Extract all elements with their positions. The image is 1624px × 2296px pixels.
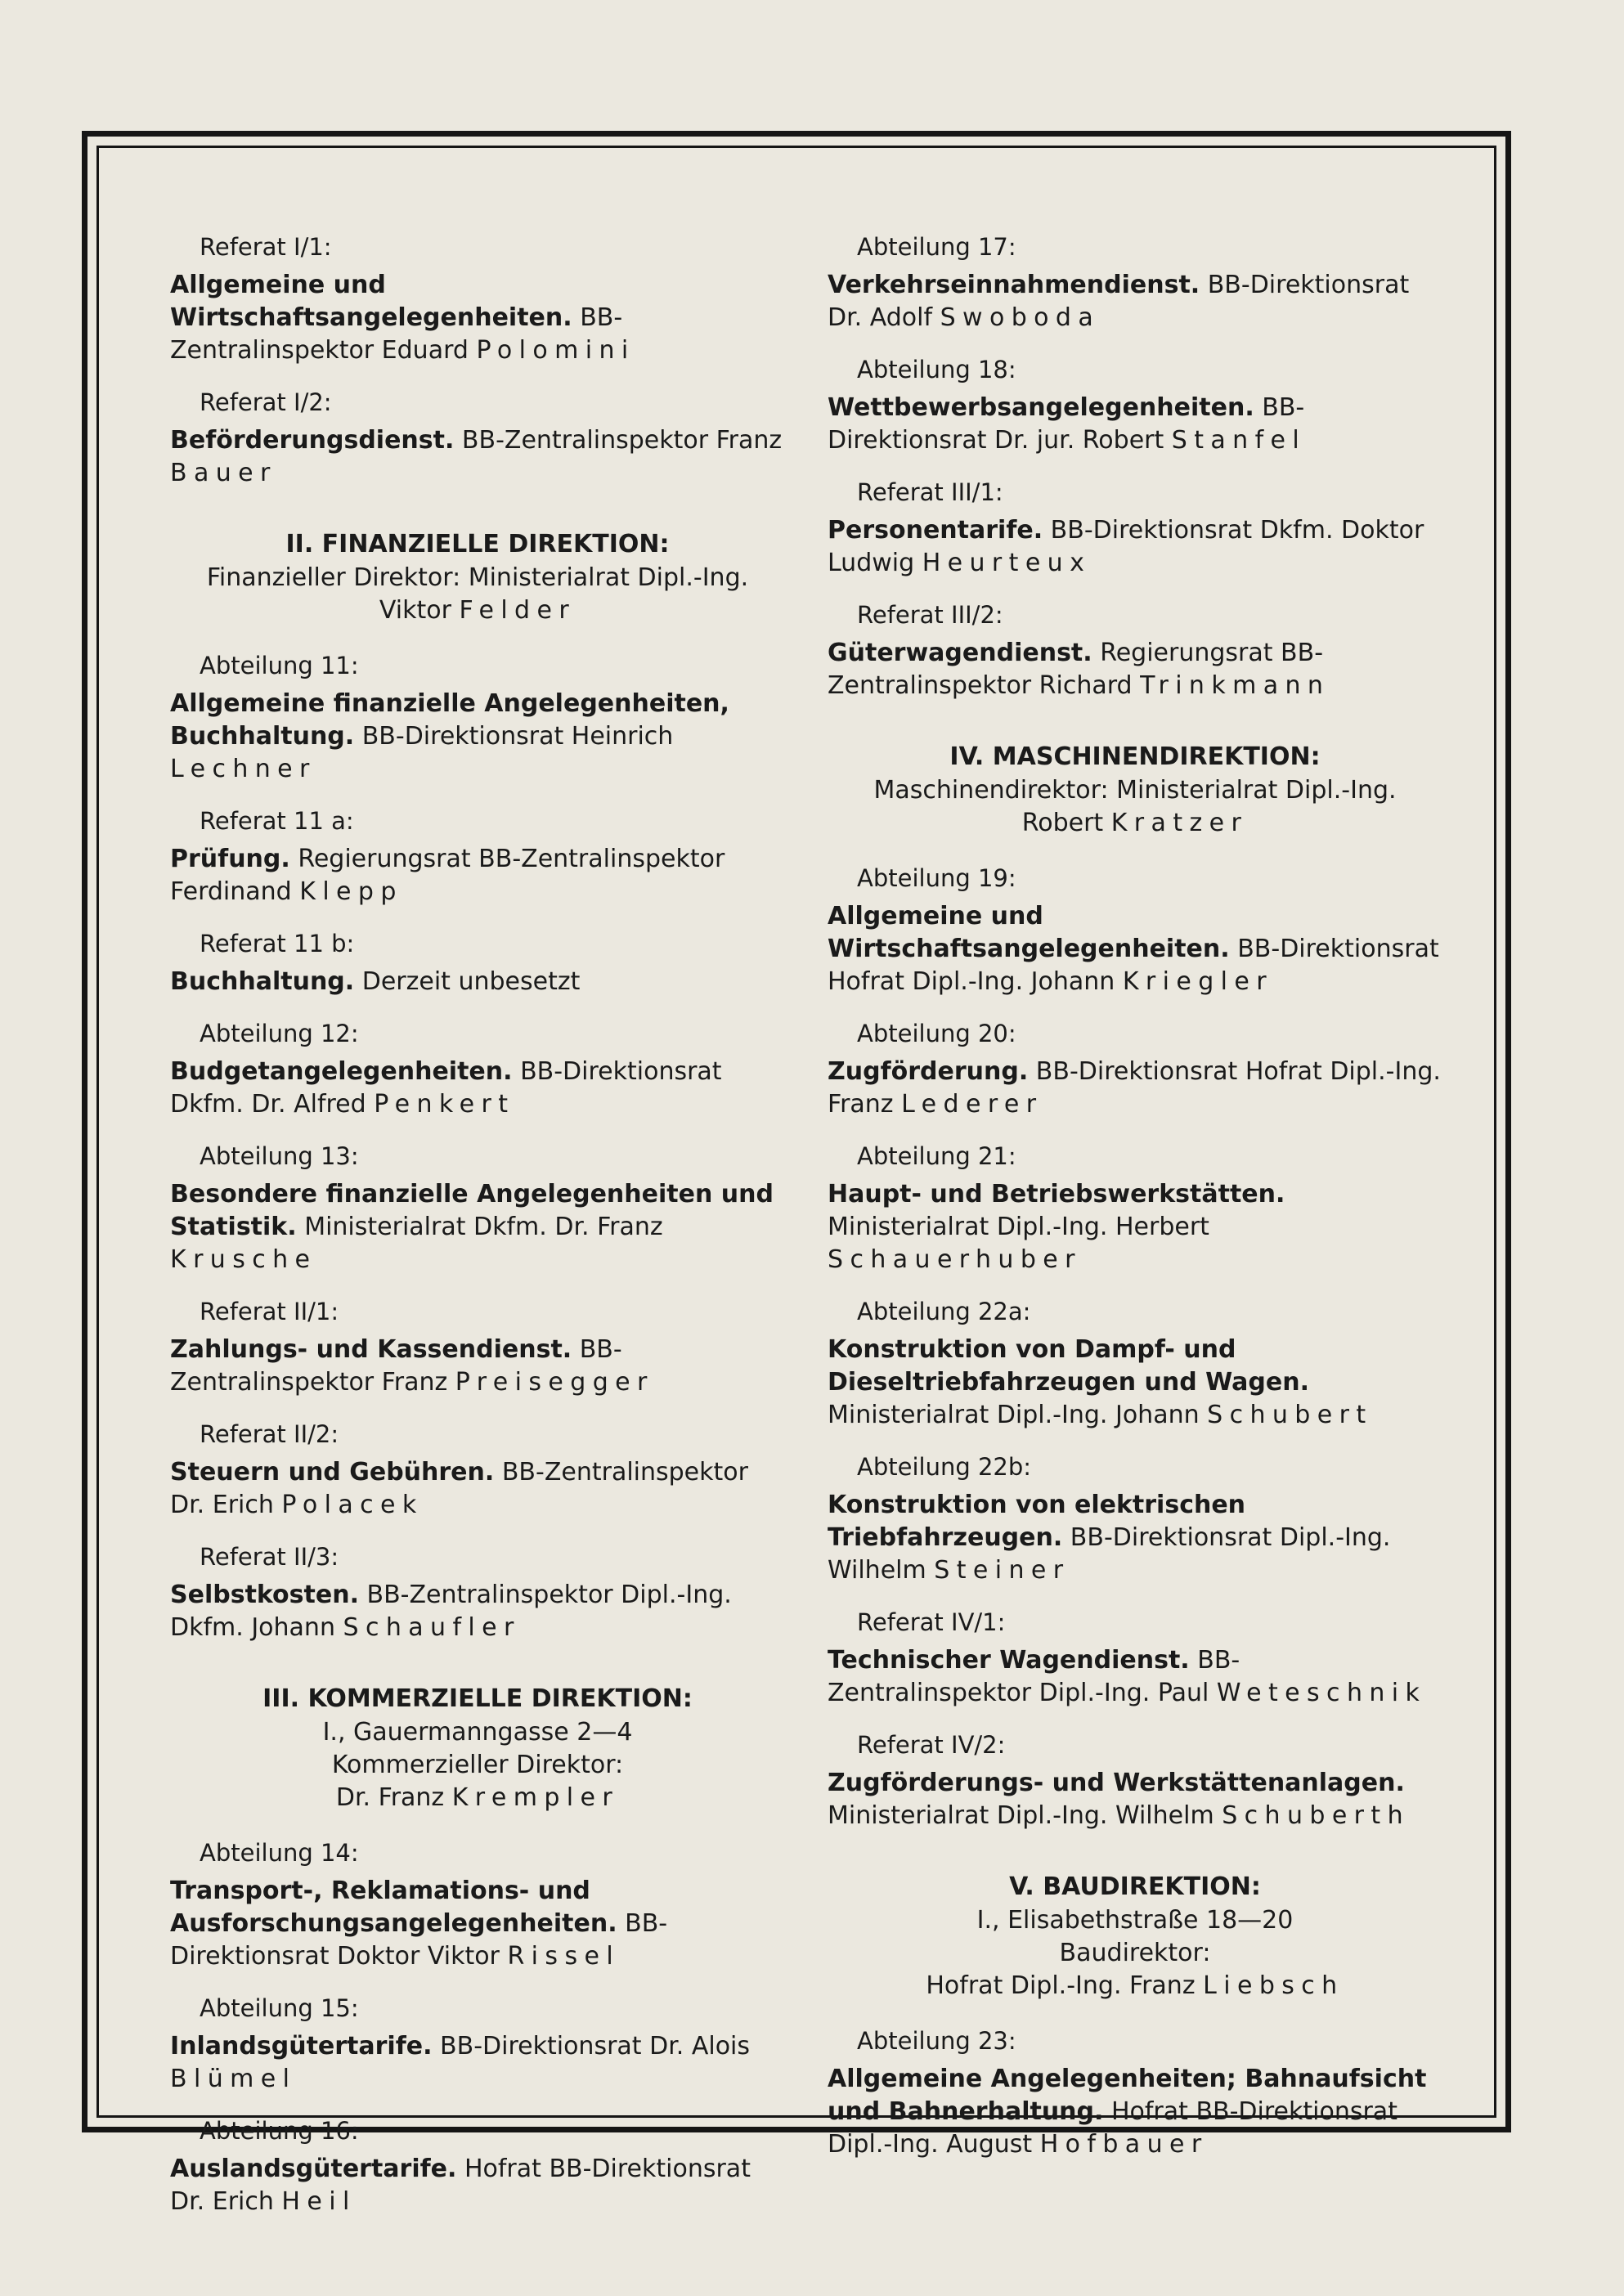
entry-subject: Personentarife. bbox=[828, 516, 1043, 545]
entry-label: Referat 11 b: bbox=[200, 930, 355, 957]
entry-subject: Zugförderungs- und Werkstättenanlagen. bbox=[828, 1769, 1405, 1797]
entry-group bbox=[828, 2025, 1442, 2161]
entry-body bbox=[828, 269, 1442, 334]
entry-label: Referat III/1: bbox=[857, 478, 1003, 506]
directory-entry bbox=[828, 1296, 1442, 1432]
section-line bbox=[828, 1970, 1442, 2002]
section-address: I., Elisabethstraße 18—20 bbox=[976, 1906, 1294, 1935]
directory-entry bbox=[170, 1837, 785, 1973]
official-surname: Bauer bbox=[170, 459, 277, 487]
entry-label: Referat I/2: bbox=[200, 388, 332, 416]
directory-entry bbox=[828, 1729, 1442, 1832]
official-surname: Polomini bbox=[476, 336, 635, 365]
entry-official: Regierungsrat BB-Zentralinspektor Richard bbox=[828, 639, 1324, 700]
entry-label: Abteilung 16: bbox=[200, 2117, 359, 2145]
entry-label: Abteilung 22b: bbox=[857, 1453, 1032, 1481]
entry-label: Abteilung 22a: bbox=[857, 1298, 1031, 1325]
entry-group bbox=[170, 231, 785, 490]
entry-official: BB-Direktionsrat Dr. jur. Robert bbox=[828, 393, 1305, 455]
entry-official: Ministerialrat Dipl.-Ing. Wilhelm bbox=[828, 1801, 1222, 1830]
entry-label: Abteilung 19: bbox=[857, 864, 1016, 892]
directory-entry bbox=[170, 1296, 785, 1399]
entry-label: Abteilung 18: bbox=[857, 356, 1016, 383]
entry-body bbox=[170, 1875, 785, 1973]
official-surname: Trinkmann bbox=[1140, 671, 1330, 700]
official-surname: Penkert bbox=[374, 1090, 515, 1119]
entry-body bbox=[828, 1767, 1442, 1832]
directory-entry bbox=[170, 1993, 785, 2096]
entry-subject: Budgetangelegenheiten. bbox=[170, 1057, 513, 1086]
entry-subject: Haupt- und Betriebswerkstätten. bbox=[828, 1180, 1285, 1209]
entry-subject: Technischer Wagendienst. bbox=[828, 1646, 1190, 1675]
entry-body bbox=[828, 637, 1442, 702]
directory-entry bbox=[828, 599, 1442, 702]
official-surname: Kriegler bbox=[1122, 967, 1273, 996]
official-surname: Rissel bbox=[507, 1942, 621, 1971]
entry-official: Derzeit unbesetzt bbox=[354, 967, 581, 996]
director-name: Krempler bbox=[451, 1783, 620, 1812]
entry-subject: Inlandsgütertarife. bbox=[170, 2032, 433, 2061]
official-surname: Polacek bbox=[281, 1491, 424, 1519]
entry-official: BB-Zentralinspektor Franz bbox=[454, 426, 783, 455]
entry-label: Abteilung 20: bbox=[857, 1020, 1016, 1047]
directory-entry bbox=[170, 928, 785, 998]
entry-label: Referat III/2: bbox=[857, 601, 1003, 629]
section-heading bbox=[828, 1870, 1442, 2002]
entry-label: Abteilung 12: bbox=[200, 1020, 359, 1047]
section-name-prefix: Robert bbox=[1021, 809, 1111, 837]
entry-body bbox=[828, 392, 1442, 457]
directory-entry bbox=[828, 1607, 1442, 1710]
entry-body bbox=[170, 688, 785, 786]
entry-label: Abteilung 13: bbox=[200, 1142, 359, 1170]
entry-body bbox=[828, 2063, 1442, 2161]
section-line: Maschinendirektor: Ministerialrat Dipl.-Ing. bbox=[873, 776, 1397, 805]
entry-official: Hofrat BB-Direktionsrat Dr. Erich bbox=[170, 2155, 751, 2216]
entry-body bbox=[170, 1056, 785, 1121]
director-name: Kratzer bbox=[1110, 809, 1249, 837]
director-name: Felder bbox=[459, 596, 576, 625]
entry-official: BB-Direktionsrat Dr. Adolf bbox=[828, 271, 1410, 332]
entry-label: Referat 11 a: bbox=[200, 807, 354, 835]
official-surname: Lechner bbox=[170, 755, 316, 783]
entry-label: Abteilung 11: bbox=[200, 652, 359, 679]
left-column bbox=[170, 231, 785, 2238]
official-surname: Weteschnik bbox=[1216, 1679, 1427, 1707]
entry-subject: Prüfung. bbox=[170, 845, 290, 873]
section-title: III. KOMMERZIELLE DIREKTION: bbox=[262, 1684, 693, 1713]
official-surname: Heurteux bbox=[922, 549, 1092, 577]
section-line: Finanzieller Direktor: Ministerialrat Dipl.-Ing. bbox=[206, 563, 749, 592]
entry-body bbox=[170, 1456, 785, 1522]
entry-subject: Allgemeine finanzielle Angelegenheiten, Buchhaltung. bbox=[170, 689, 729, 751]
entry-official: BB-Direktionsrat Hofrat Dipl.-Ing. Johann bbox=[828, 935, 1439, 996]
directory-entry bbox=[170, 650, 785, 786]
entry-body bbox=[170, 1334, 785, 1399]
entry-subject: Allgemeine und Wirtschaftsangelegenheiten. bbox=[170, 271, 572, 332]
entry-official: BB-Direktionsrat Doktor Viktor bbox=[170, 1909, 668, 1971]
entry-body bbox=[170, 2030, 785, 2096]
entry-subject: Konstruktion von elektrischen Triebfahrzeugen. bbox=[828, 1491, 1246, 1552]
entry-label: Referat I/1: bbox=[200, 233, 332, 261]
directory-entry bbox=[828, 477, 1442, 580]
section-heading bbox=[170, 527, 785, 627]
entry-label: Abteilung 23: bbox=[857, 2027, 1016, 2055]
directory-entry bbox=[828, 231, 1442, 334]
official-surname: Preisegger bbox=[455, 1368, 654, 1397]
entry-official: BB-Zentralinspektor Franz bbox=[170, 1335, 622, 1397]
section-heading bbox=[170, 1682, 785, 1814]
entry-body bbox=[828, 900, 1442, 998]
entry-group bbox=[828, 863, 1442, 1832]
section-title: IV. MASCHINENDIREKTION: bbox=[949, 742, 1321, 771]
entry-body bbox=[170, 966, 785, 998]
entry-body bbox=[170, 1178, 785, 1276]
official-surname: Stanfel bbox=[1171, 426, 1307, 455]
entry-official: BB-Zentralinspektor Dipl.-Ing. Paul bbox=[828, 1646, 1240, 1707]
entry-official: BB-Direktionsrat Dr. Alois bbox=[432, 2032, 751, 2061]
director-name: Liebsch bbox=[1203, 1971, 1344, 2000]
entry-label: Referat II/1: bbox=[200, 1298, 339, 1325]
official-surname: Heil bbox=[281, 2187, 357, 2216]
entry-subject: Selbstkosten. bbox=[170, 1581, 359, 1609]
entry-group bbox=[170, 1837, 785, 2218]
official-surname: Lederer bbox=[901, 1090, 1043, 1119]
entry-subject: Beförderungsdienst. bbox=[170, 426, 455, 455]
entry-label: Abteilung 17: bbox=[857, 233, 1016, 261]
entry-subject: Zugförderung. bbox=[828, 1057, 1029, 1086]
entry-subject: Allgemeine und Wirtschaftsangelegenheiten. bbox=[828, 902, 1230, 963]
official-surname: Swoboda bbox=[940, 303, 1101, 332]
entry-subject: Allgemeine Angelegenheiten; Bahnaufsicht und Bahnerhaltung. bbox=[828, 2065, 1427, 2126]
directory-entry bbox=[170, 1541, 785, 1644]
directory-entry bbox=[170, 231, 785, 367]
entry-label: Referat IV/2: bbox=[857, 1731, 1006, 1759]
entry-subject: Güterwagendienst. bbox=[828, 639, 1092, 667]
entry-official: BB-Zentralinspektor Dipl.-Ing. Dkfm. Johann bbox=[170, 1581, 732, 1642]
directory-entry bbox=[828, 2025, 1442, 2161]
entry-official: Hofrat BB-Direktionsrat Dipl.-Ing. August bbox=[828, 2097, 1397, 2159]
entry-body bbox=[170, 1579, 785, 1644]
entry-body bbox=[828, 514, 1442, 580]
section-line bbox=[828, 807, 1442, 840]
entry-label: Referat IV/1: bbox=[857, 1608, 1006, 1636]
entry-official: BB-Direktionsrat Dkfm. Doktor Ludwig bbox=[828, 516, 1424, 577]
section-title: II. FINANZIELLE DIREKTION: bbox=[285, 530, 670, 558]
entry-subject: Wettbewerbsangelegenheiten. bbox=[828, 393, 1254, 422]
entry-body bbox=[828, 1056, 1442, 1121]
entry-subject: Buchhaltung. bbox=[170, 967, 355, 996]
entry-official: BB-Zentralinspektor Dr. Erich bbox=[170, 1458, 748, 1519]
section-name-prefix: Hofrat Dipl.-Ing. Franz bbox=[926, 1971, 1204, 2000]
entry-label: Abteilung 15: bbox=[200, 1994, 359, 2022]
entry-label: Abteilung 21: bbox=[857, 1142, 1016, 1170]
section-line: Baudirektor: bbox=[1059, 1939, 1211, 1967]
section-heading bbox=[828, 740, 1442, 840]
official-surname: Schuberth bbox=[1222, 1801, 1410, 1830]
entry-label: Abteilung 14: bbox=[200, 1839, 359, 1867]
directory-entry bbox=[170, 1018, 785, 1121]
entry-official: Ministerialrat Dkfm. Dr. Franz bbox=[296, 1213, 663, 1241]
directory-entry bbox=[828, 354, 1442, 457]
official-surname: Steiner bbox=[934, 1556, 1070, 1585]
entry-body bbox=[170, 424, 785, 490]
entry-official: BB-Direktionsrat Heinrich bbox=[354, 722, 674, 751]
right-column bbox=[828, 231, 1442, 2181]
entry-official: BB-Direktionsrat Dkfm. Dr. Alfred bbox=[170, 1057, 722, 1119]
entry-official: Ministerialrat Dipl.-Ing. Johann bbox=[828, 1401, 1208, 1429]
directory-entry bbox=[170, 805, 785, 908]
official-surname: Schaufler bbox=[343, 1613, 521, 1642]
directory-entry bbox=[828, 1141, 1442, 1276]
directory-entry bbox=[828, 863, 1442, 998]
entry-body bbox=[170, 843, 785, 908]
entry-subject: Auslandsgütertarife. bbox=[170, 2155, 457, 2183]
entry-group bbox=[170, 650, 785, 1644]
entry-official: Ministerialrat Dipl.-Ing. Herbert bbox=[828, 1213, 1209, 1241]
official-surname: Hofbauer bbox=[1039, 2130, 1209, 2159]
entry-subject: Transport-, Reklamations- und Ausforschungsangelegenheiten. bbox=[170, 1877, 617, 1938]
entry-body bbox=[170, 269, 785, 367]
official-surname: Blümel bbox=[170, 2065, 297, 2093]
entry-official: BB-Direktionsrat Dipl.-Ing. Wilhelm bbox=[828, 1523, 1391, 1585]
entry-body bbox=[828, 1334, 1442, 1432]
section-address: I., Gauermanngasse 2—4 bbox=[322, 1718, 633, 1747]
official-surname: Schauerhuber bbox=[828, 1245, 1082, 1274]
section-title: V. BAUDIREKTION: bbox=[1009, 1872, 1261, 1901]
directory-entry bbox=[170, 2115, 785, 2218]
entry-official: BB-Direktionsrat Hofrat Dipl.-Ing. Franz bbox=[828, 1057, 1441, 1119]
directory-entry bbox=[170, 1419, 785, 1522]
entry-subject: Verkehrseinnahmendienst. bbox=[828, 271, 1200, 299]
entry-body bbox=[828, 1489, 1442, 1587]
section-name-prefix: Dr. Franz bbox=[335, 1783, 452, 1812]
entry-subject: Steuern und Gebühren. bbox=[170, 1458, 495, 1487]
section-name-prefix: Viktor bbox=[379, 596, 460, 625]
official-surname: Schubert bbox=[1207, 1401, 1373, 1429]
section-line bbox=[170, 1782, 785, 1814]
entry-label: Referat II/3: bbox=[200, 1543, 339, 1571]
directory-entry bbox=[828, 1018, 1442, 1121]
entry-subject: Konstruktion von Dampf- und Dieseltriebfahrzeugen und Wagen. bbox=[828, 1335, 1309, 1397]
directory-entry bbox=[170, 1141, 785, 1276]
entry-label: Referat II/2: bbox=[200, 1420, 339, 1448]
entry-body bbox=[170, 2153, 785, 2218]
entry-official: BB-Zentralinspektor Eduard bbox=[170, 303, 623, 365]
directory-entry bbox=[170, 387, 785, 490]
entry-group bbox=[828, 231, 1442, 702]
entry-official: Regierungsrat BB-Zentralinspektor Ferdinand bbox=[170, 845, 725, 906]
official-surname: Klepp bbox=[299, 877, 403, 906]
section-line: Kommerzieller Direktor: bbox=[331, 1751, 624, 1779]
official-surname: Krusche bbox=[170, 1245, 317, 1274]
entry-body bbox=[828, 1644, 1442, 1710]
entry-subject: Besondere finanzielle Angelegenheiten und Statistik. bbox=[170, 1180, 774, 1241]
section-line bbox=[170, 594, 785, 627]
directory-entry bbox=[828, 1451, 1442, 1587]
entry-body bbox=[828, 1178, 1442, 1276]
entry-subject: Zahlungs- und Kassendienst. bbox=[170, 1335, 572, 1364]
